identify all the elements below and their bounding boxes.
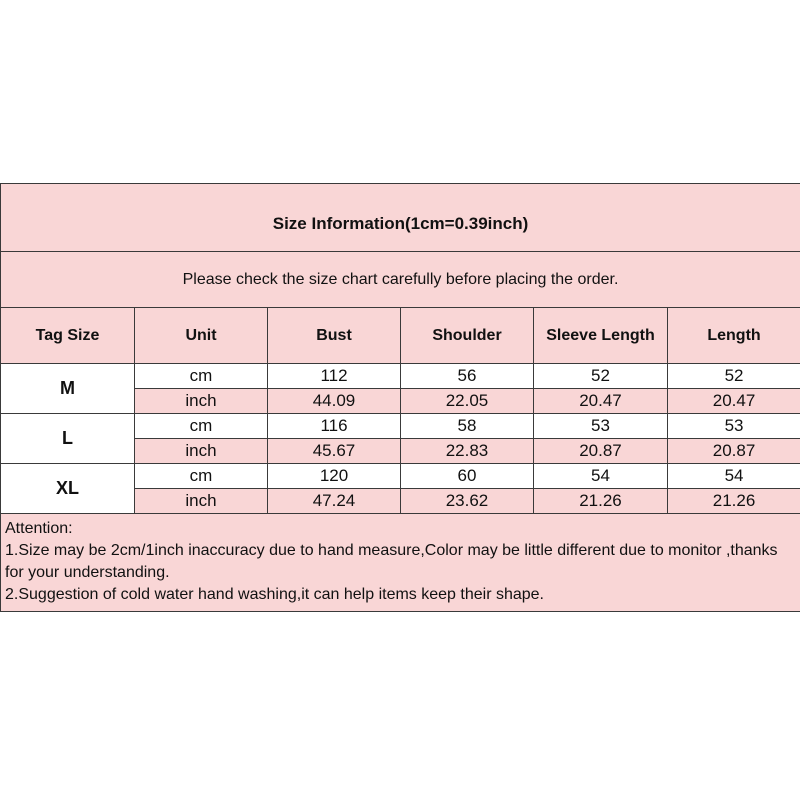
bust-cell: 44.09	[268, 389, 401, 414]
header-bust: Bust	[268, 308, 401, 364]
shoulder-cell: 56	[401, 364, 534, 389]
sleeve-cell: 53	[534, 414, 668, 439]
shoulder-cell: 22.05	[401, 389, 534, 414]
header-sleeve-length: Sleeve Length	[534, 308, 668, 364]
length-cell: 20.87	[668, 439, 800, 464]
unit-cell: inch	[135, 439, 268, 464]
shoulder-cell: 58	[401, 414, 534, 439]
header-tag-size: Tag Size	[1, 308, 135, 364]
length-cell: 21.26	[668, 489, 800, 514]
subtitle-row	[1, 252, 800, 308]
length-cell: 52	[668, 364, 800, 389]
attention-notes	[1, 514, 800, 612]
header-shoulder: Shoulder	[401, 308, 534, 364]
table-row	[1, 364, 800, 389]
bust-cell: 120	[268, 464, 401, 489]
tag-size-cell: M	[1, 364, 135, 414]
unit-cell: cm	[135, 464, 268, 489]
shoulder-cell: 22.83	[401, 439, 534, 464]
header-unit: Unit	[135, 308, 268, 364]
bust-cell: 112	[268, 364, 401, 389]
unit-cell: cm	[135, 364, 268, 389]
sleeve-cell: 21.26	[534, 489, 668, 514]
notes-line-2: 2.Suggestion of cold water hand washing,it can help items keep their shape.	[5, 586, 544, 603]
sleeve-cell: 20.87	[534, 439, 668, 464]
tag-size-cell: XL	[1, 464, 135, 514]
sleeve-cell: 52	[534, 364, 668, 389]
bust-cell: 47.24	[268, 489, 401, 514]
sleeve-cell: 20.47	[534, 389, 668, 414]
sleeve-cell: 54	[534, 464, 668, 489]
notes-heading: Attention:	[5, 520, 73, 537]
chart-title: Size Information(1cm=0.39inch)	[1, 184, 800, 252]
notes-line-1: 1.Size may be 2cm/1inch inaccuracy due to hand measure,Color may be little different due to monitor ,thanks for your understanding.	[5, 542, 778, 581]
unit-cell: inch	[135, 389, 268, 414]
notes-row	[1, 514, 800, 612]
size-table	[0, 183, 800, 612]
header-row	[1, 308, 800, 364]
size-chart	[0, 183, 800, 616]
tag-size-cell: L	[1, 414, 135, 464]
title-row	[1, 184, 800, 252]
shoulder-cell: 60	[401, 464, 534, 489]
table-row	[1, 464, 800, 489]
unit-cell: cm	[135, 414, 268, 439]
bust-cell: 45.67	[268, 439, 401, 464]
length-cell: 20.47	[668, 389, 800, 414]
shoulder-cell: 23.62	[401, 489, 534, 514]
unit-cell: inch	[135, 489, 268, 514]
length-cell: 53	[668, 414, 800, 439]
bust-cell: 116	[268, 414, 401, 439]
table-row	[1, 414, 800, 439]
length-cell: 54	[668, 464, 800, 489]
header-length: Length	[668, 308, 800, 364]
chart-subtitle: Please check the size chart carefully before placing the order.	[1, 252, 800, 308]
